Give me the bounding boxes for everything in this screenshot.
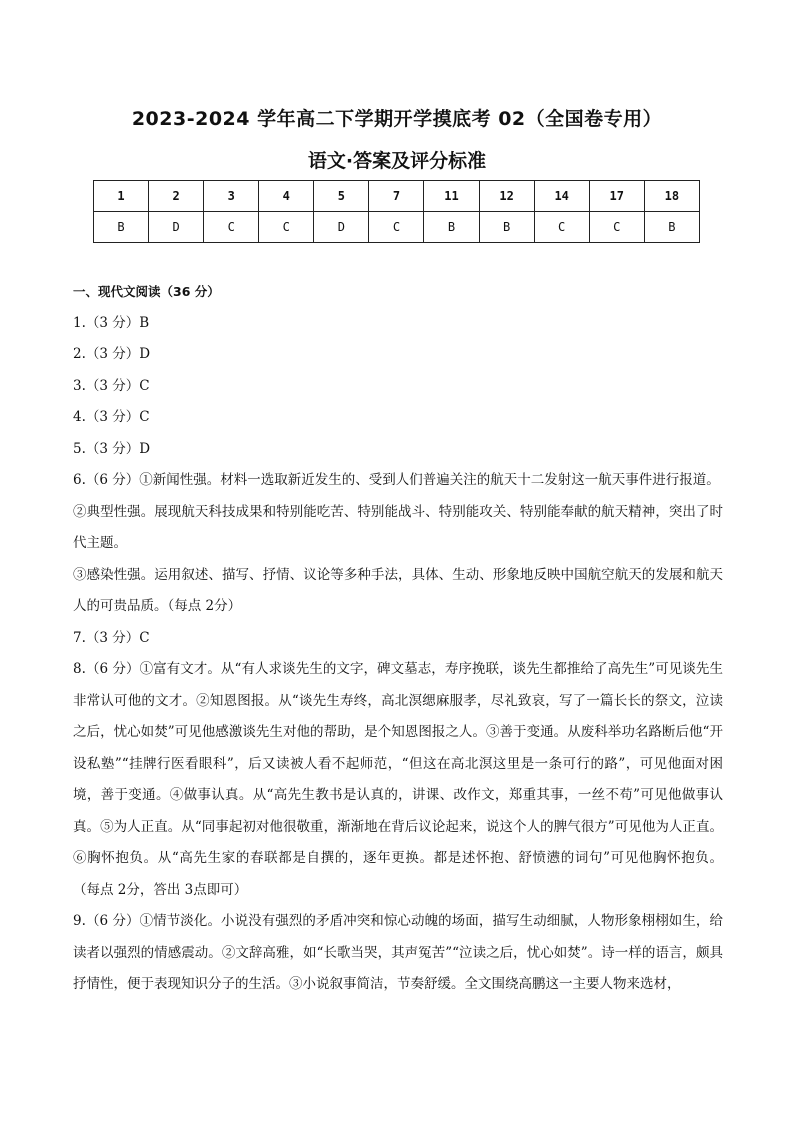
answer-paragraph-q6-point1: 6.（6 分）①新闻性强。材料一选取新近发生的、受到人们普遍关注的航天十二发射这一航天事件进行报道。	[73, 472, 720, 488]
answer-cell: B	[644, 212, 699, 243]
question-number-cell: 14	[534, 181, 589, 212]
answer-cell: D	[149, 212, 204, 243]
question-number-cell: 5	[314, 181, 369, 212]
page-subtitle: 语文·答案及评分标准	[307, 150, 487, 172]
answer-paragraph-q6-point3: ③感染性强。运用叙述、描写、抒情、议论等多种手法，具体、生动、形象地反映中国航空航天的发展和航天人的可贵品质。（每点 2分）	[73, 566, 723, 614]
answer-table-header-row	[94, 181, 700, 212]
question-number-cell: 3	[204, 181, 259, 212]
answer-cell: D	[314, 212, 369, 243]
answer-cell: B	[94, 212, 149, 243]
answer-line-q1: 1.（3 分）B	[73, 314, 150, 331]
answer-line-q5: 5.（3 分）D	[73, 440, 151, 457]
answer-paragraph-q8: 8.（6 分）①富有文才。从“有人求谈先生的文字，碑文墓志，寿序挽联，谈先生都推给了高先生”可见谈先生非常认可他的文才。②知恩图报。从“谈先生寿终，高北溟缌麻服孝，尽礼致哀，写了一篇长长的祭文，泣读之后，忧心如焚”可见他感激谈先生对他的帮助，是个知恩图报之人。③善于变通。从废科举功名路断后他“开设私塾”“挂牌行医看眼科”，后又读被人看不起师范，“但这在高北溟这里是一条可行的路”，可见他面对困境，善于变通。④做事认真。从“高先生教书是认真的，讲课、改作文，郑重其事，一丝不苟”可见他做事认真。⑤为人正直。从“同事起初对他很敬重，渐渐地在背后议论起来，说这个人的脾气很方”可见他为人正直。⑥胸怀抱负。从“高先生家的春联都是自撰的，逐年更换。都是述怀抱、舒愤懑的词句”可见他胸怀抱负。 （每点 2分，答出 3点即可）	[73, 661, 723, 898]
question-number-cell: 4	[259, 181, 314, 212]
answer-paragraph-q9: 9.（6 分）①情节淡化。小说没有强烈的矛盾冲突和惊心动魄的场面，描写生动细腻，人物形象栩栩如生，给读者以强烈的情感震动。②文辞高雅，如“长歌当哭，其声冤苦”“泣读之后，忧心如焚”。诗一样的语言，颇具抒情性，便于表现知识分子的生活。③小说叙事简洁，节奏舒缓。全文围绕高鹏这一主要人物来选材，	[73, 913, 723, 992]
answer-line-q2: 2.（3 分）D	[73, 346, 151, 362]
question-number-cell: 7	[369, 181, 424, 212]
question-number-cell: 1	[94, 181, 149, 212]
answer-cell: C	[204, 212, 259, 243]
question-number-cell: 17	[589, 181, 644, 212]
answer-cell: C	[589, 212, 644, 243]
answer-line-q4: 4.（3 分）C	[73, 409, 150, 425]
answer-cell: C	[369, 212, 424, 243]
answer-table	[93, 180, 700, 243]
answer-line-q3: 3.（3 分）C	[73, 377, 150, 394]
question-number-cell: 12	[479, 181, 534, 212]
answer-cell: C	[259, 212, 314, 243]
answer-table-answer-row	[94, 212, 700, 243]
section-heading: 一、现代文阅读（36 分）	[73, 284, 220, 299]
answer-line-q7: 7.（3 分）C	[73, 629, 150, 646]
question-number-cell: 11	[424, 181, 479, 212]
answer-cell: B	[424, 212, 479, 243]
answer-cell: C	[534, 212, 589, 243]
question-number-cell: 2	[149, 181, 204, 212]
answer-content	[73, 276, 723, 1001]
answer-cell: B	[479, 212, 534, 243]
question-number-cell: 18	[644, 181, 699, 212]
answer-paragraph-q6-point2: ②典型性强。展现航天科技成果和特别能吃苦、特别能战斗、特别能攻关、特别能奉献的航天精神，突出了时代主题。	[73, 503, 723, 551]
page-title: 2023-2024 学年高二下学期开学摸底考 02（全国卷专用）	[131, 108, 663, 130]
